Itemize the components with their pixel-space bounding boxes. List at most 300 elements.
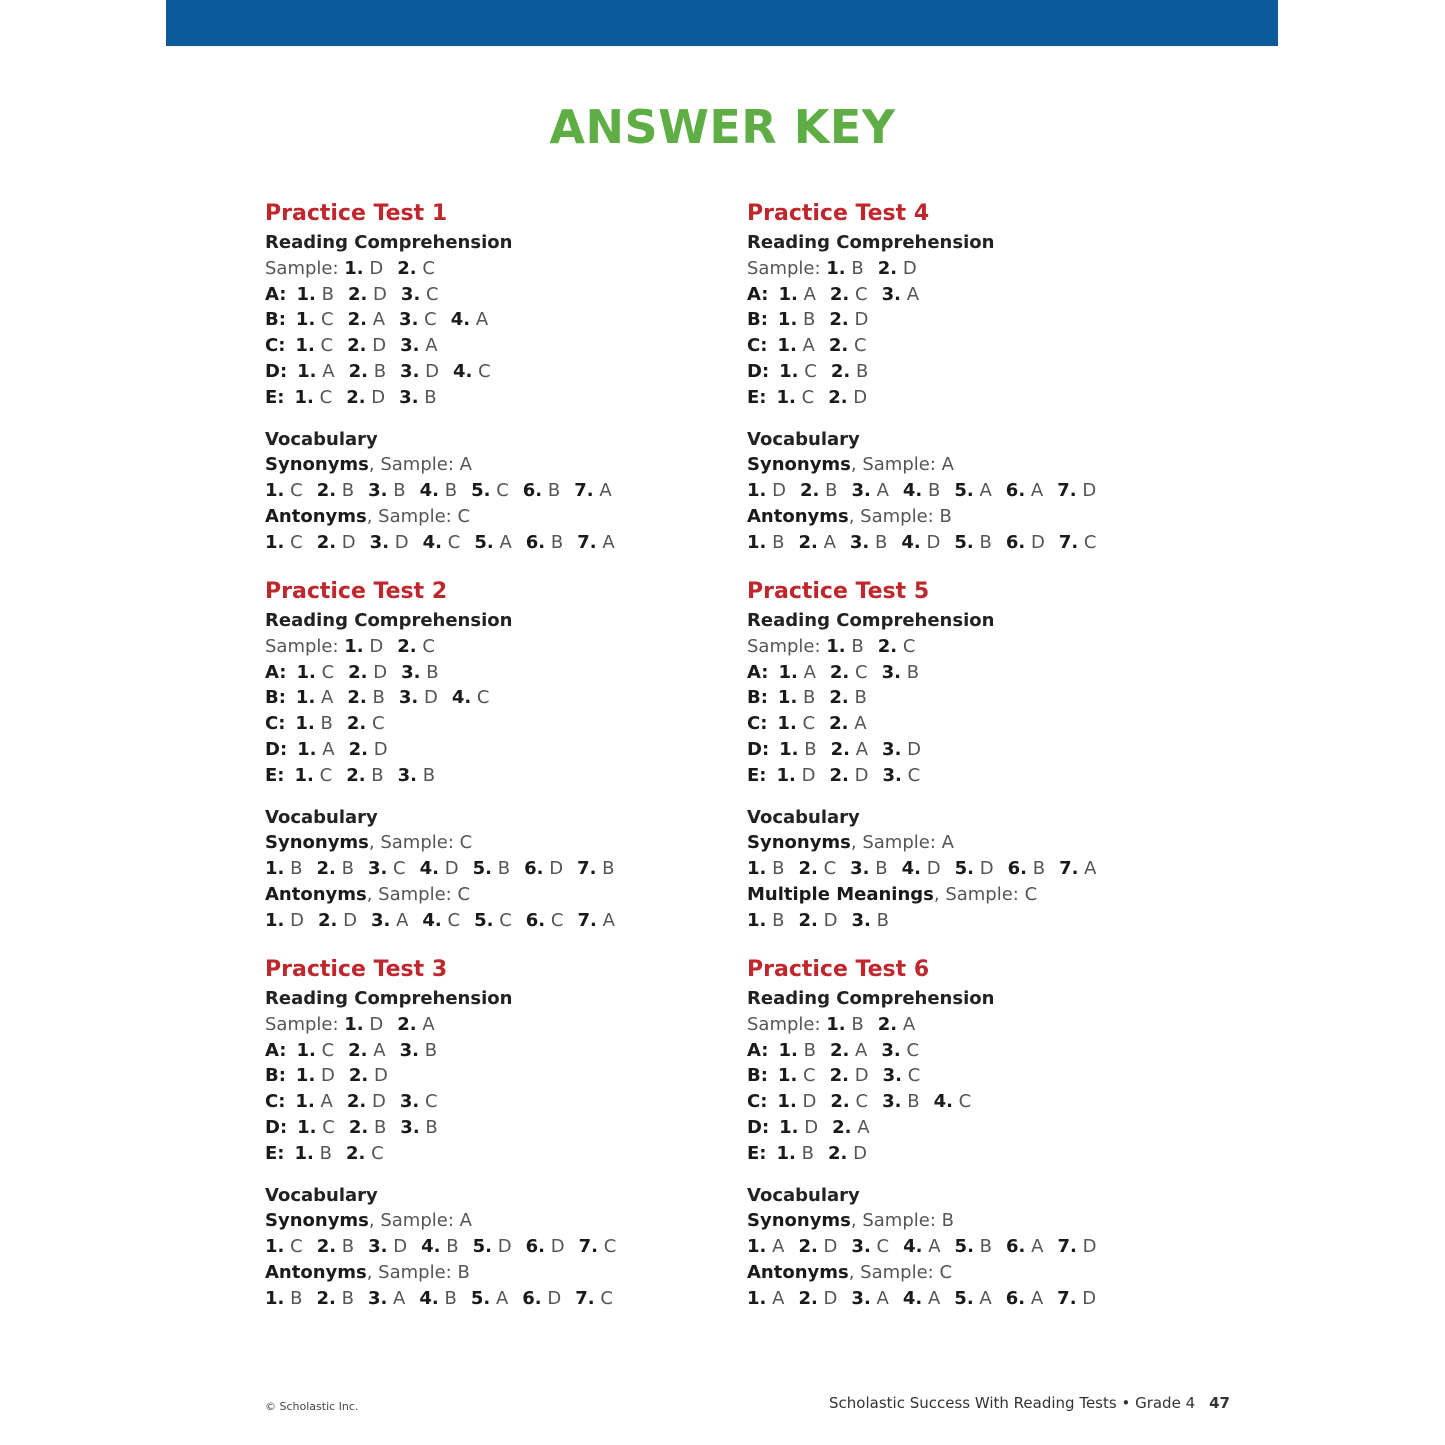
answer-letter: B bbox=[422, 764, 436, 786]
answer-letter: C bbox=[853, 335, 867, 357]
answer-letter: A bbox=[772, 1287, 785, 1309]
answer-number: 3. bbox=[851, 1236, 871, 1258]
answer-letter: C bbox=[447, 909, 461, 931]
answer-letter: C bbox=[600, 1287, 613, 1309]
answer-letter: B bbox=[425, 1116, 438, 1138]
copyright-notice: © Scholastic Inc. bbox=[265, 1400, 359, 1413]
answer-letter: D bbox=[926, 531, 941, 553]
answer-letter: B bbox=[851, 257, 864, 279]
vocab-category: Synonyms bbox=[265, 454, 369, 476]
answer-letter: B bbox=[393, 480, 406, 502]
answer-number: 2. bbox=[316, 531, 337, 553]
answer-letter: B bbox=[373, 360, 387, 382]
vocab-subheading bbox=[265, 504, 735, 530]
answer-row bbox=[265, 333, 735, 359]
answer-letter: D bbox=[854, 1065, 869, 1087]
answer-letter: D bbox=[341, 531, 356, 553]
answer-letter: D bbox=[369, 257, 384, 279]
answer-letter: C bbox=[1083, 531, 1097, 553]
answer-number: 1. bbox=[265, 858, 285, 880]
answer-number: 4. bbox=[421, 1236, 441, 1258]
answer-number: 1. bbox=[778, 283, 798, 305]
answer-letter: C bbox=[876, 1236, 890, 1258]
answer-letter: B bbox=[341, 480, 355, 502]
answer-letter: A bbox=[803, 283, 816, 305]
answer-number: 1. bbox=[777, 309, 798, 331]
practice-test-title: Practice Test 4 bbox=[747, 201, 930, 226]
answer-letter: B bbox=[497, 858, 511, 880]
answer-letter: D bbox=[393, 1236, 408, 1258]
answer-number: 1. bbox=[295, 713, 315, 735]
answer-row bbox=[747, 685, 1217, 711]
answer-row bbox=[265, 359, 735, 385]
answer-letter: B bbox=[854, 687, 867, 709]
answer-number: 2. bbox=[799, 480, 820, 502]
answer-number: 3. bbox=[850, 858, 870, 880]
answer-number: 2. bbox=[829, 309, 849, 331]
answer-letter: D bbox=[321, 1065, 335, 1087]
sample-label: Sample: bbox=[265, 1013, 345, 1035]
vocab-sample: , Sample: B bbox=[366, 1261, 470, 1283]
answer-number: 1. bbox=[265, 1287, 285, 1309]
answer-number: 1. bbox=[826, 1013, 846, 1035]
answer-number: 5. bbox=[471, 480, 491, 502]
answer-row bbox=[265, 685, 735, 711]
answer-number: 1. bbox=[747, 1287, 767, 1309]
answer-letter: D bbox=[902, 257, 917, 279]
answer-number: 2. bbox=[798, 1236, 818, 1258]
answer-letter: A bbox=[927, 1287, 941, 1309]
answer-number: 2. bbox=[829, 713, 849, 735]
answer-number: 2. bbox=[830, 738, 850, 760]
answer-letter: C bbox=[319, 386, 333, 408]
answer-number: 1. bbox=[779, 1116, 799, 1138]
section-label: C: bbox=[265, 713, 286, 735]
reading-comprehension-heading: Reading Comprehension bbox=[747, 232, 995, 253]
answer-number: 1. bbox=[265, 909, 285, 931]
answer-number: 6. bbox=[1007, 858, 1027, 880]
answer-number: 5. bbox=[472, 1236, 492, 1258]
vocab-category: Antonyms bbox=[265, 505, 367, 527]
header-bar bbox=[166, 0, 1278, 46]
reading-comprehension-heading: Reading Comprehension bbox=[747, 988, 995, 1009]
vocab-answers bbox=[747, 478, 1217, 504]
answer-number: 3. bbox=[882, 764, 902, 786]
section-label: E: bbox=[747, 1142, 767, 1164]
answer-letter: A bbox=[322, 738, 335, 760]
answer-number: 2. bbox=[316, 480, 337, 502]
answer-number: 4. bbox=[903, 1236, 923, 1258]
sample-label: Sample: bbox=[265, 635, 345, 657]
answer-number: 3. bbox=[399, 1039, 419, 1061]
answer-letter: D bbox=[926, 858, 941, 880]
answer-letter: C bbox=[290, 531, 303, 553]
answer-letter: C bbox=[321, 1039, 335, 1061]
vocab-category: Antonyms bbox=[265, 883, 367, 905]
answer-number: 1. bbox=[778, 661, 798, 683]
answer-letter: A bbox=[321, 687, 334, 709]
answer-letter: B bbox=[547, 480, 561, 502]
vocab-subheading bbox=[265, 882, 735, 908]
answer-number: 1. bbox=[778, 1039, 798, 1061]
answer-number: 2. bbox=[348, 1116, 369, 1138]
practice-test-block bbox=[265, 576, 735, 954]
practice-test-title: Practice Test 6 bbox=[747, 957, 930, 982]
vocab-sample: , Sample: A bbox=[850, 454, 954, 476]
vocab-answers bbox=[265, 856, 735, 882]
answer-number: 2. bbox=[798, 531, 818, 553]
vocabulary-heading: Vocabulary bbox=[747, 1184, 860, 1206]
answer-number: 3. bbox=[882, 738, 902, 760]
answer-letter: A bbox=[855, 1039, 868, 1061]
answer-number: 1. bbox=[777, 1065, 798, 1087]
section-label: C: bbox=[265, 335, 286, 357]
answer-number: 1. bbox=[296, 661, 316, 683]
answer-number: 6. bbox=[525, 909, 546, 931]
reading-comprehension-heading: Reading Comprehension bbox=[265, 610, 513, 631]
answer-letter: D bbox=[1030, 531, 1045, 553]
vocab-category: Multiple Meanings bbox=[747, 883, 934, 905]
answer-letter: D bbox=[369, 1013, 384, 1035]
answer-number: 2. bbox=[877, 257, 898, 279]
section-label: C: bbox=[265, 1091, 286, 1113]
answer-letter: B bbox=[290, 1287, 303, 1309]
answer-number: 3. bbox=[367, 858, 388, 880]
answer-number: 4. bbox=[901, 531, 921, 553]
answer-letter: A bbox=[772, 1236, 785, 1258]
answer-letter: D bbox=[290, 909, 304, 931]
answer-letter: B bbox=[372, 687, 385, 709]
answer-letter: D bbox=[772, 480, 786, 502]
section-label: E: bbox=[265, 386, 285, 408]
answer-number: 2. bbox=[828, 386, 848, 408]
answer-number: 5. bbox=[472, 858, 492, 880]
answer-row bbox=[265, 660, 735, 686]
answer-letter: A bbox=[1030, 480, 1044, 502]
answer-number: 3. bbox=[881, 661, 901, 683]
answer-letter: C bbox=[906, 1039, 920, 1061]
sample-label: Sample: bbox=[747, 257, 827, 279]
answer-number: 1. bbox=[297, 360, 317, 382]
sample-label: Sample: bbox=[747, 1013, 827, 1035]
answer-number: 3. bbox=[401, 661, 421, 683]
answer-letter: B bbox=[446, 1236, 459, 1258]
answer-row bbox=[265, 307, 735, 333]
vocab-subheading bbox=[747, 504, 1217, 530]
answer-letter: A bbox=[393, 1287, 406, 1309]
answer-letter: B bbox=[550, 531, 564, 553]
answer-letter: B bbox=[979, 1236, 993, 1258]
answer-number: 2. bbox=[348, 661, 368, 683]
answer-number: 1. bbox=[265, 480, 285, 502]
answer-row bbox=[265, 385, 735, 411]
answer-letter: D bbox=[372, 335, 387, 357]
answer-letter: D bbox=[549, 858, 564, 880]
answer-number: 2. bbox=[346, 713, 367, 735]
answer-letter: B bbox=[426, 661, 439, 683]
vocab-subheading bbox=[265, 452, 735, 478]
section-label: B: bbox=[265, 309, 286, 331]
answer-number: 6. bbox=[1005, 480, 1026, 502]
answer-letter: A bbox=[1031, 1236, 1044, 1258]
answer-letter: A bbox=[906, 283, 920, 305]
answer-letter: C bbox=[422, 635, 435, 657]
answer-row bbox=[265, 1063, 735, 1089]
answer-number: 2. bbox=[397, 1013, 417, 1035]
vocab-answers bbox=[265, 478, 735, 504]
answer-number: 1. bbox=[777, 335, 797, 357]
answer-number: 7. bbox=[577, 858, 597, 880]
section-label: E: bbox=[265, 764, 285, 786]
answer-letter: B bbox=[906, 661, 920, 683]
answer-letter: D bbox=[854, 764, 869, 786]
answer-row bbox=[265, 282, 735, 308]
answer-number: 3. bbox=[369, 531, 390, 553]
answer-letter: D bbox=[802, 1091, 817, 1113]
vocabulary-heading: Vocabulary bbox=[747, 428, 860, 450]
answer-number: 2. bbox=[397, 635, 417, 657]
answer-number: 3. bbox=[882, 1065, 902, 1087]
vocab-answers bbox=[747, 1234, 1217, 1260]
answer-number: 6. bbox=[522, 480, 543, 502]
answer-number: 7. bbox=[575, 1287, 595, 1309]
answer-number: 3. bbox=[368, 480, 388, 502]
answer-letter: D bbox=[423, 687, 438, 709]
answer-number: 7. bbox=[1058, 531, 1079, 553]
answer-letter: C bbox=[804, 360, 817, 382]
vocab-answers bbox=[265, 1286, 735, 1312]
answer-letter: B bbox=[851, 635, 864, 657]
answer-letter: D bbox=[804, 1116, 819, 1138]
answer-letter: A bbox=[876, 480, 889, 502]
answer-letter: D bbox=[343, 909, 357, 931]
answer-letter: C bbox=[321, 661, 335, 683]
answer-number: 5. bbox=[954, 480, 974, 502]
vocab-category: Synonyms bbox=[265, 832, 369, 854]
answer-number: 5. bbox=[954, 858, 974, 880]
answer-number: 2. bbox=[830, 1091, 850, 1113]
left-column bbox=[265, 198, 735, 1332]
sample-line bbox=[265, 634, 735, 660]
answer-number: 3. bbox=[368, 1236, 388, 1258]
answer-letter: D bbox=[371, 1091, 386, 1113]
answer-letter: D bbox=[854, 309, 869, 331]
answer-letter: C bbox=[855, 1091, 869, 1113]
answer-letter: D bbox=[444, 858, 459, 880]
answer-letter: C bbox=[447, 531, 461, 553]
section-label: D: bbox=[265, 1116, 288, 1138]
answer-number: 5. bbox=[954, 1287, 974, 1309]
answer-number: 1. bbox=[777, 1091, 797, 1113]
answer-number: 3. bbox=[851, 909, 871, 931]
answer-letter: C bbox=[907, 764, 921, 786]
answer-letter: B bbox=[803, 1039, 816, 1061]
page-number: 47 bbox=[1209, 1394, 1230, 1412]
answer-number: 1. bbox=[779, 360, 799, 382]
answer-letter: C bbox=[855, 283, 868, 305]
answer-letter: B bbox=[602, 858, 615, 880]
practice-test-title: Practice Test 5 bbox=[747, 579, 930, 604]
right-column bbox=[747, 198, 1217, 1332]
answer-letter: B bbox=[444, 480, 458, 502]
answer-number: 1. bbox=[294, 764, 314, 786]
answer-number: 1. bbox=[747, 531, 767, 553]
answer-letter: A bbox=[802, 335, 815, 357]
answer-letter: B bbox=[928, 480, 941, 502]
vocab-category: Synonyms bbox=[747, 832, 851, 854]
practice-test-title: Practice Test 2 bbox=[265, 579, 448, 604]
answer-number: 2. bbox=[316, 1236, 337, 1258]
section-label: D: bbox=[747, 738, 770, 760]
vocab-category: Antonyms bbox=[747, 1261, 849, 1283]
answer-letter: C bbox=[802, 713, 816, 735]
answer-number: 5. bbox=[474, 909, 494, 931]
answer-letter: B bbox=[875, 531, 888, 553]
answer-letter: D bbox=[550, 1236, 565, 1258]
answer-number: 4. bbox=[422, 909, 442, 931]
vocab-subheading bbox=[265, 830, 735, 856]
answer-letter: C bbox=[424, 1091, 438, 1113]
answer-number: 2. bbox=[347, 283, 368, 305]
answer-letter: D bbox=[853, 1142, 867, 1164]
answer-row bbox=[747, 1038, 1217, 1064]
vocabulary-heading: Vocabulary bbox=[265, 428, 378, 450]
section-label: A: bbox=[265, 1039, 287, 1061]
answer-number: 4. bbox=[902, 1287, 923, 1309]
answer-number: 1. bbox=[777, 687, 798, 709]
answer-row bbox=[265, 711, 735, 737]
vocab-sample: , Sample: A bbox=[368, 454, 472, 476]
answer-letter: D bbox=[823, 1287, 838, 1309]
answer-number: 1. bbox=[747, 858, 767, 880]
answer-number: 3. bbox=[367, 1287, 388, 1309]
reading-comprehension-heading: Reading Comprehension bbox=[265, 988, 513, 1009]
vocab-subheading bbox=[747, 1208, 1217, 1234]
answer-letter: B bbox=[424, 386, 437, 408]
answer-letter: B bbox=[803, 687, 816, 709]
sample-line bbox=[747, 256, 1217, 282]
answer-number: 4. bbox=[450, 309, 471, 331]
answer-number: 3. bbox=[882, 1091, 902, 1113]
answer-letter: D bbox=[1082, 1287, 1097, 1309]
answer-number: 3. bbox=[397, 764, 418, 786]
answer-number: 1. bbox=[297, 738, 317, 760]
answer-letter: B bbox=[321, 283, 334, 305]
answer-letter: D bbox=[394, 531, 409, 553]
answer-row bbox=[747, 385, 1217, 411]
practice-test-block bbox=[747, 576, 1217, 954]
answer-number: 7. bbox=[1057, 480, 1077, 502]
vocab-sample: , Sample: C bbox=[366, 883, 471, 905]
answer-letter: A bbox=[823, 531, 836, 553]
answer-number: 2. bbox=[829, 1039, 850, 1061]
answer-letter: A bbox=[1030, 1287, 1044, 1309]
section-label: A: bbox=[747, 1039, 769, 1061]
answer-number: 1. bbox=[265, 531, 285, 553]
answer-letter: B bbox=[875, 858, 888, 880]
answer-row bbox=[747, 1115, 1217, 1141]
answer-letter: D bbox=[369, 635, 384, 657]
answer-letter: C bbox=[422, 257, 435, 279]
answer-row bbox=[747, 1141, 1217, 1167]
answer-letter: C bbox=[393, 858, 406, 880]
vocab-answers bbox=[747, 908, 1217, 934]
answer-number: 6. bbox=[1005, 1287, 1026, 1309]
answer-letter: D bbox=[371, 386, 386, 408]
answer-letter: A bbox=[602, 531, 615, 553]
answer-letter: B bbox=[320, 713, 333, 735]
answer-letter: C bbox=[320, 335, 334, 357]
answer-letter: B bbox=[772, 858, 785, 880]
answer-letter: A bbox=[979, 480, 992, 502]
answer-letter: B bbox=[290, 858, 303, 880]
answer-number: 7. bbox=[1057, 1236, 1077, 1258]
answer-number: 2. bbox=[829, 764, 849, 786]
answer-number: 1. bbox=[747, 480, 767, 502]
vocab-answers bbox=[747, 856, 1217, 882]
section-label: D: bbox=[747, 360, 770, 382]
answer-number: 1. bbox=[295, 1091, 315, 1113]
answer-letter: A bbox=[499, 531, 512, 553]
answer-letter: B bbox=[772, 909, 785, 931]
answer-letter: B bbox=[876, 909, 889, 931]
answer-number: 3. bbox=[400, 335, 420, 357]
answer-letter: A bbox=[979, 1287, 992, 1309]
reading-comprehension-heading: Reading Comprehension bbox=[265, 232, 513, 253]
vocab-sample: , Sample: B bbox=[850, 1210, 954, 1232]
answer-number: 2. bbox=[798, 1287, 818, 1309]
answer-letter: D bbox=[823, 909, 838, 931]
vocabulary-heading: Vocabulary bbox=[265, 806, 378, 828]
vocab-subheading bbox=[265, 1260, 735, 1286]
answer-number: 3. bbox=[849, 531, 870, 553]
answer-letter: C bbox=[855, 661, 868, 683]
vocab-subheading bbox=[747, 1260, 1217, 1286]
section-label: D: bbox=[265, 738, 288, 760]
answer-letter: C bbox=[603, 1236, 617, 1258]
answer-number: 4. bbox=[902, 480, 923, 502]
answer-number: 1. bbox=[296, 283, 316, 305]
practice-test-title: Practice Test 3 bbox=[265, 957, 448, 982]
answer-number: 4. bbox=[419, 480, 439, 502]
answer-number: 1. bbox=[296, 1039, 316, 1061]
answer-number: 5. bbox=[470, 1287, 491, 1309]
vocab-answers bbox=[265, 1234, 735, 1260]
answer-number: 4. bbox=[453, 360, 473, 382]
practice-test-block bbox=[265, 954, 735, 1332]
answer-number: 1. bbox=[295, 309, 316, 331]
answer-letter: B bbox=[1032, 858, 1046, 880]
answer-letter: A bbox=[803, 661, 816, 683]
answer-letter: C bbox=[321, 309, 334, 331]
answer-letter: A bbox=[902, 1013, 916, 1035]
answer-number: 4. bbox=[901, 858, 921, 880]
vocab-subheading bbox=[747, 882, 1217, 908]
answer-number: 7. bbox=[578, 1236, 598, 1258]
page-title: ANSWER KEY bbox=[549, 100, 896, 154]
answer-number: 2. bbox=[829, 687, 849, 709]
answer-letter: A bbox=[372, 309, 386, 331]
answer-letter: A bbox=[928, 1236, 941, 1258]
answer-letter: D bbox=[547, 1287, 562, 1309]
answer-number: 1. bbox=[776, 386, 796, 408]
vocab-sample: , Sample: B bbox=[848, 505, 952, 527]
answer-number: 4. bbox=[933, 1091, 953, 1113]
footer-book-info bbox=[829, 1394, 1230, 1412]
answer-row bbox=[747, 307, 1217, 333]
practice-test-block bbox=[747, 198, 1217, 576]
answer-letter: C bbox=[290, 1236, 303, 1258]
